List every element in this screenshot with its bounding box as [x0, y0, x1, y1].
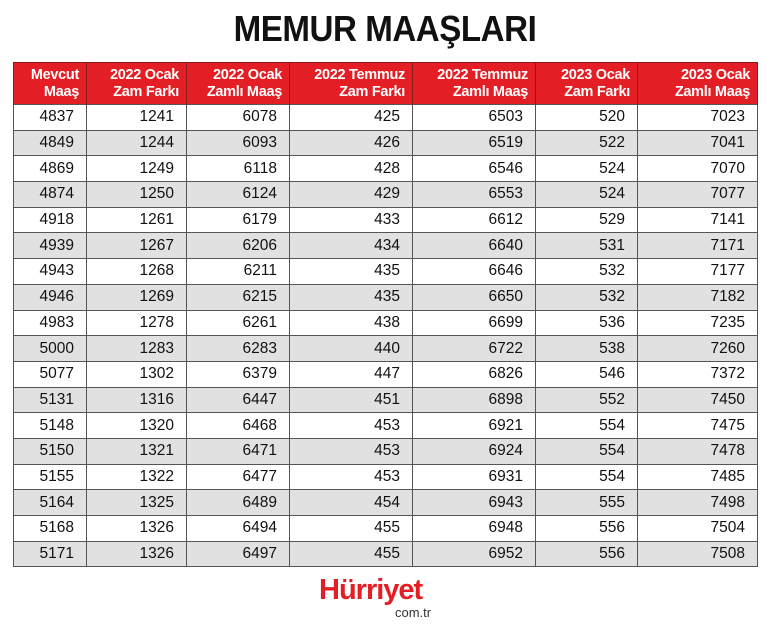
table-cell: 5131 [14, 387, 87, 413]
salary-table [13, 62, 758, 567]
table-cell: 6924 [413, 438, 536, 464]
table-cell: 6447 [187, 387, 290, 413]
table-cell: 1250 [87, 182, 187, 208]
table-cell: 1316 [87, 387, 187, 413]
table-cell: 1268 [87, 259, 187, 285]
table-cell: 555 [536, 490, 638, 516]
table-row [14, 156, 758, 182]
table-cell: 453 [290, 413, 413, 439]
column-header-line: 2023 Ocak [560, 66, 630, 83]
table-cell: 5150 [14, 438, 87, 464]
table-cell: 6699 [413, 310, 536, 336]
table-cell: 6211 [187, 259, 290, 285]
table-row [14, 259, 758, 285]
column-header-line: Maaş [43, 83, 79, 100]
table-row [14, 105, 758, 131]
table-cell: 6497 [187, 541, 290, 567]
table-cell: 6206 [187, 233, 290, 259]
table-cell: 4939 [14, 233, 87, 259]
table-cell: 554 [536, 413, 638, 439]
table-cell: 6215 [187, 284, 290, 310]
table-cell: 433 [290, 207, 413, 233]
table-cell: 6546 [413, 156, 536, 182]
table-cell: 6650 [413, 284, 536, 310]
table-row [14, 207, 758, 233]
column-header [87, 63, 187, 105]
table-cell: 1269 [87, 284, 187, 310]
table-cell: 1249 [87, 156, 187, 182]
table-cell: 4918 [14, 207, 87, 233]
table-cell: 6943 [413, 490, 536, 516]
table-cell: 6952 [413, 541, 536, 567]
table-cell: 6494 [187, 516, 290, 542]
table-cell: 6553 [413, 182, 536, 208]
table-cell: 1244 [87, 130, 187, 156]
table-cell: 1302 [87, 361, 187, 387]
table-row [14, 233, 758, 259]
table-cell: 6179 [187, 207, 290, 233]
column-header [290, 63, 413, 105]
table-cell: 6477 [187, 464, 290, 490]
table-cell: 6471 [187, 438, 290, 464]
table-cell: 438 [290, 310, 413, 336]
table-cell: 552 [536, 387, 638, 413]
table-cell: 5168 [14, 516, 87, 542]
table-cell: 426 [290, 130, 413, 156]
table-row [14, 413, 758, 439]
table-row [14, 541, 758, 567]
table-cell: 6093 [187, 130, 290, 156]
table-cell: 429 [290, 182, 413, 208]
table-cell: 1278 [87, 310, 187, 336]
table-cell: 5164 [14, 490, 87, 516]
table-cell: 454 [290, 490, 413, 516]
table-cell: 5077 [14, 361, 87, 387]
hurriyet-logo [319, 574, 459, 624]
table-cell: 522 [536, 130, 638, 156]
table-cell: 1326 [87, 541, 187, 567]
table-cell: 435 [290, 259, 413, 285]
table-cell: 6640 [413, 233, 536, 259]
table-cell: 7260 [638, 336, 758, 362]
table-cell: 455 [290, 541, 413, 567]
table-cell: 7478 [638, 438, 758, 464]
table-cell: 1241 [87, 105, 187, 131]
table-cell: 536 [536, 310, 638, 336]
page-title: MEMUR MAAŞLARI [233, 8, 537, 49]
table-row [14, 182, 758, 208]
table-cell: 546 [536, 361, 638, 387]
table-cell: 531 [536, 233, 638, 259]
table-cell: 1267 [87, 233, 187, 259]
logo-wordmark: Hürriyet [319, 574, 423, 606]
table-cell: 7041 [638, 130, 758, 156]
table-cell: 6898 [413, 387, 536, 413]
column-header [536, 63, 638, 105]
table-cell: 1320 [87, 413, 187, 439]
table-body [14, 105, 758, 567]
table-cell: 6489 [187, 490, 290, 516]
table-cell: 7498 [638, 490, 758, 516]
table-cell: 7077 [638, 182, 758, 208]
table-cell: 7177 [638, 259, 758, 285]
table-cell: 6931 [413, 464, 536, 490]
table-cell: 4943 [14, 259, 87, 285]
table-cell: 538 [536, 336, 638, 362]
table-cell: 435 [290, 284, 413, 310]
column-header [638, 63, 758, 105]
table-row [14, 438, 758, 464]
header-row [14, 63, 758, 105]
table-cell: 6503 [413, 105, 536, 131]
table-cell: 4869 [14, 156, 87, 182]
table-cell: 556 [536, 516, 638, 542]
column-header-line: 2022 Temmuz [314, 66, 405, 83]
column-header-line: 2022 Ocak [212, 66, 282, 83]
table-cell: 554 [536, 464, 638, 490]
column-header-line: 2023 Ocak [680, 66, 750, 83]
table-cell: 4849 [14, 130, 87, 156]
table-cell: 440 [290, 336, 413, 362]
table-cell: 1326 [87, 516, 187, 542]
table-cell: 6261 [187, 310, 290, 336]
table-cell: 4837 [14, 105, 87, 131]
table-cell: 5148 [14, 413, 87, 439]
column-header [14, 63, 87, 105]
table-row [14, 516, 758, 542]
table-cell: 7475 [638, 413, 758, 439]
table-cell: 6519 [413, 130, 536, 156]
table-cell: 428 [290, 156, 413, 182]
table-row [14, 284, 758, 310]
table-cell: 5171 [14, 541, 87, 567]
table-cell: 4874 [14, 182, 87, 208]
table-cell: 4946 [14, 284, 87, 310]
table-cell: 4983 [14, 310, 87, 336]
table-cell: 7171 [638, 233, 758, 259]
table-row [14, 464, 758, 490]
table-cell: 6646 [413, 259, 536, 285]
table-cell: 6078 [187, 105, 290, 131]
table-cell: 1322 [87, 464, 187, 490]
table-cell: 524 [536, 182, 638, 208]
column-header-line: Zamlı Maaş [452, 83, 528, 100]
table-cell: 532 [536, 284, 638, 310]
table-cell: 7182 [638, 284, 758, 310]
table-cell: 5000 [14, 336, 87, 362]
column-header-line: Zam Farkı [564, 83, 630, 100]
column-header-line: Mevcut [30, 66, 79, 83]
column-header-line: Zam Farkı [113, 83, 179, 100]
table-cell: 1321 [87, 438, 187, 464]
table-cell: 529 [536, 207, 638, 233]
table-cell: 524 [536, 156, 638, 182]
table-cell: 7023 [638, 105, 758, 131]
column-header [187, 63, 290, 105]
table-cell: 6948 [413, 516, 536, 542]
column-header-line: Zam Farkı [339, 83, 405, 100]
table-cell: 6612 [413, 207, 536, 233]
table-cell: 434 [290, 233, 413, 259]
column-header-line: 2022 Ocak [109, 66, 179, 83]
table-cell: 455 [290, 516, 413, 542]
table-row [14, 387, 758, 413]
table-cell: 6379 [187, 361, 290, 387]
table-cell: 6118 [187, 156, 290, 182]
table-cell: 7235 [638, 310, 758, 336]
table-cell: 520 [536, 105, 638, 131]
table-cell: 7504 [638, 516, 758, 542]
table-cell: 6826 [413, 361, 536, 387]
table-cell: 6468 [187, 413, 290, 439]
table-cell: 7070 [638, 156, 758, 182]
table-cell: 1325 [87, 490, 187, 516]
table-cell: 451 [290, 387, 413, 413]
column-header-line: 2022 Temmuz [437, 66, 528, 83]
table-cell: 7485 [638, 464, 758, 490]
table-cell: 7141 [638, 207, 758, 233]
table-cell: 6124 [187, 182, 290, 208]
table-cell: 532 [536, 259, 638, 285]
table-cell: 453 [290, 464, 413, 490]
column-header-line: Zamlı Maaş [206, 83, 282, 100]
table-cell: 1261 [87, 207, 187, 233]
logo-domain: com.tr [395, 605, 432, 620]
table-row [14, 130, 758, 156]
column-header-line: Zamlı Maaş [674, 83, 750, 100]
table-cell: 453 [290, 438, 413, 464]
table-row [14, 490, 758, 516]
table-cell: 7372 [638, 361, 758, 387]
table-cell: 5155 [14, 464, 87, 490]
table-cell: 6921 [413, 413, 536, 439]
table-cell: 7508 [638, 541, 758, 567]
table-row [14, 361, 758, 387]
column-header [413, 63, 536, 105]
table-row [14, 310, 758, 336]
table-cell: 425 [290, 105, 413, 131]
table-cell: 556 [536, 541, 638, 567]
table-cell: 1283 [87, 336, 187, 362]
table-cell: 6283 [187, 336, 290, 362]
table-cell: 447 [290, 361, 413, 387]
table-cell: 7450 [638, 387, 758, 413]
table-cell: 554 [536, 438, 638, 464]
table-row [14, 336, 758, 362]
table-cell: 6722 [413, 336, 536, 362]
